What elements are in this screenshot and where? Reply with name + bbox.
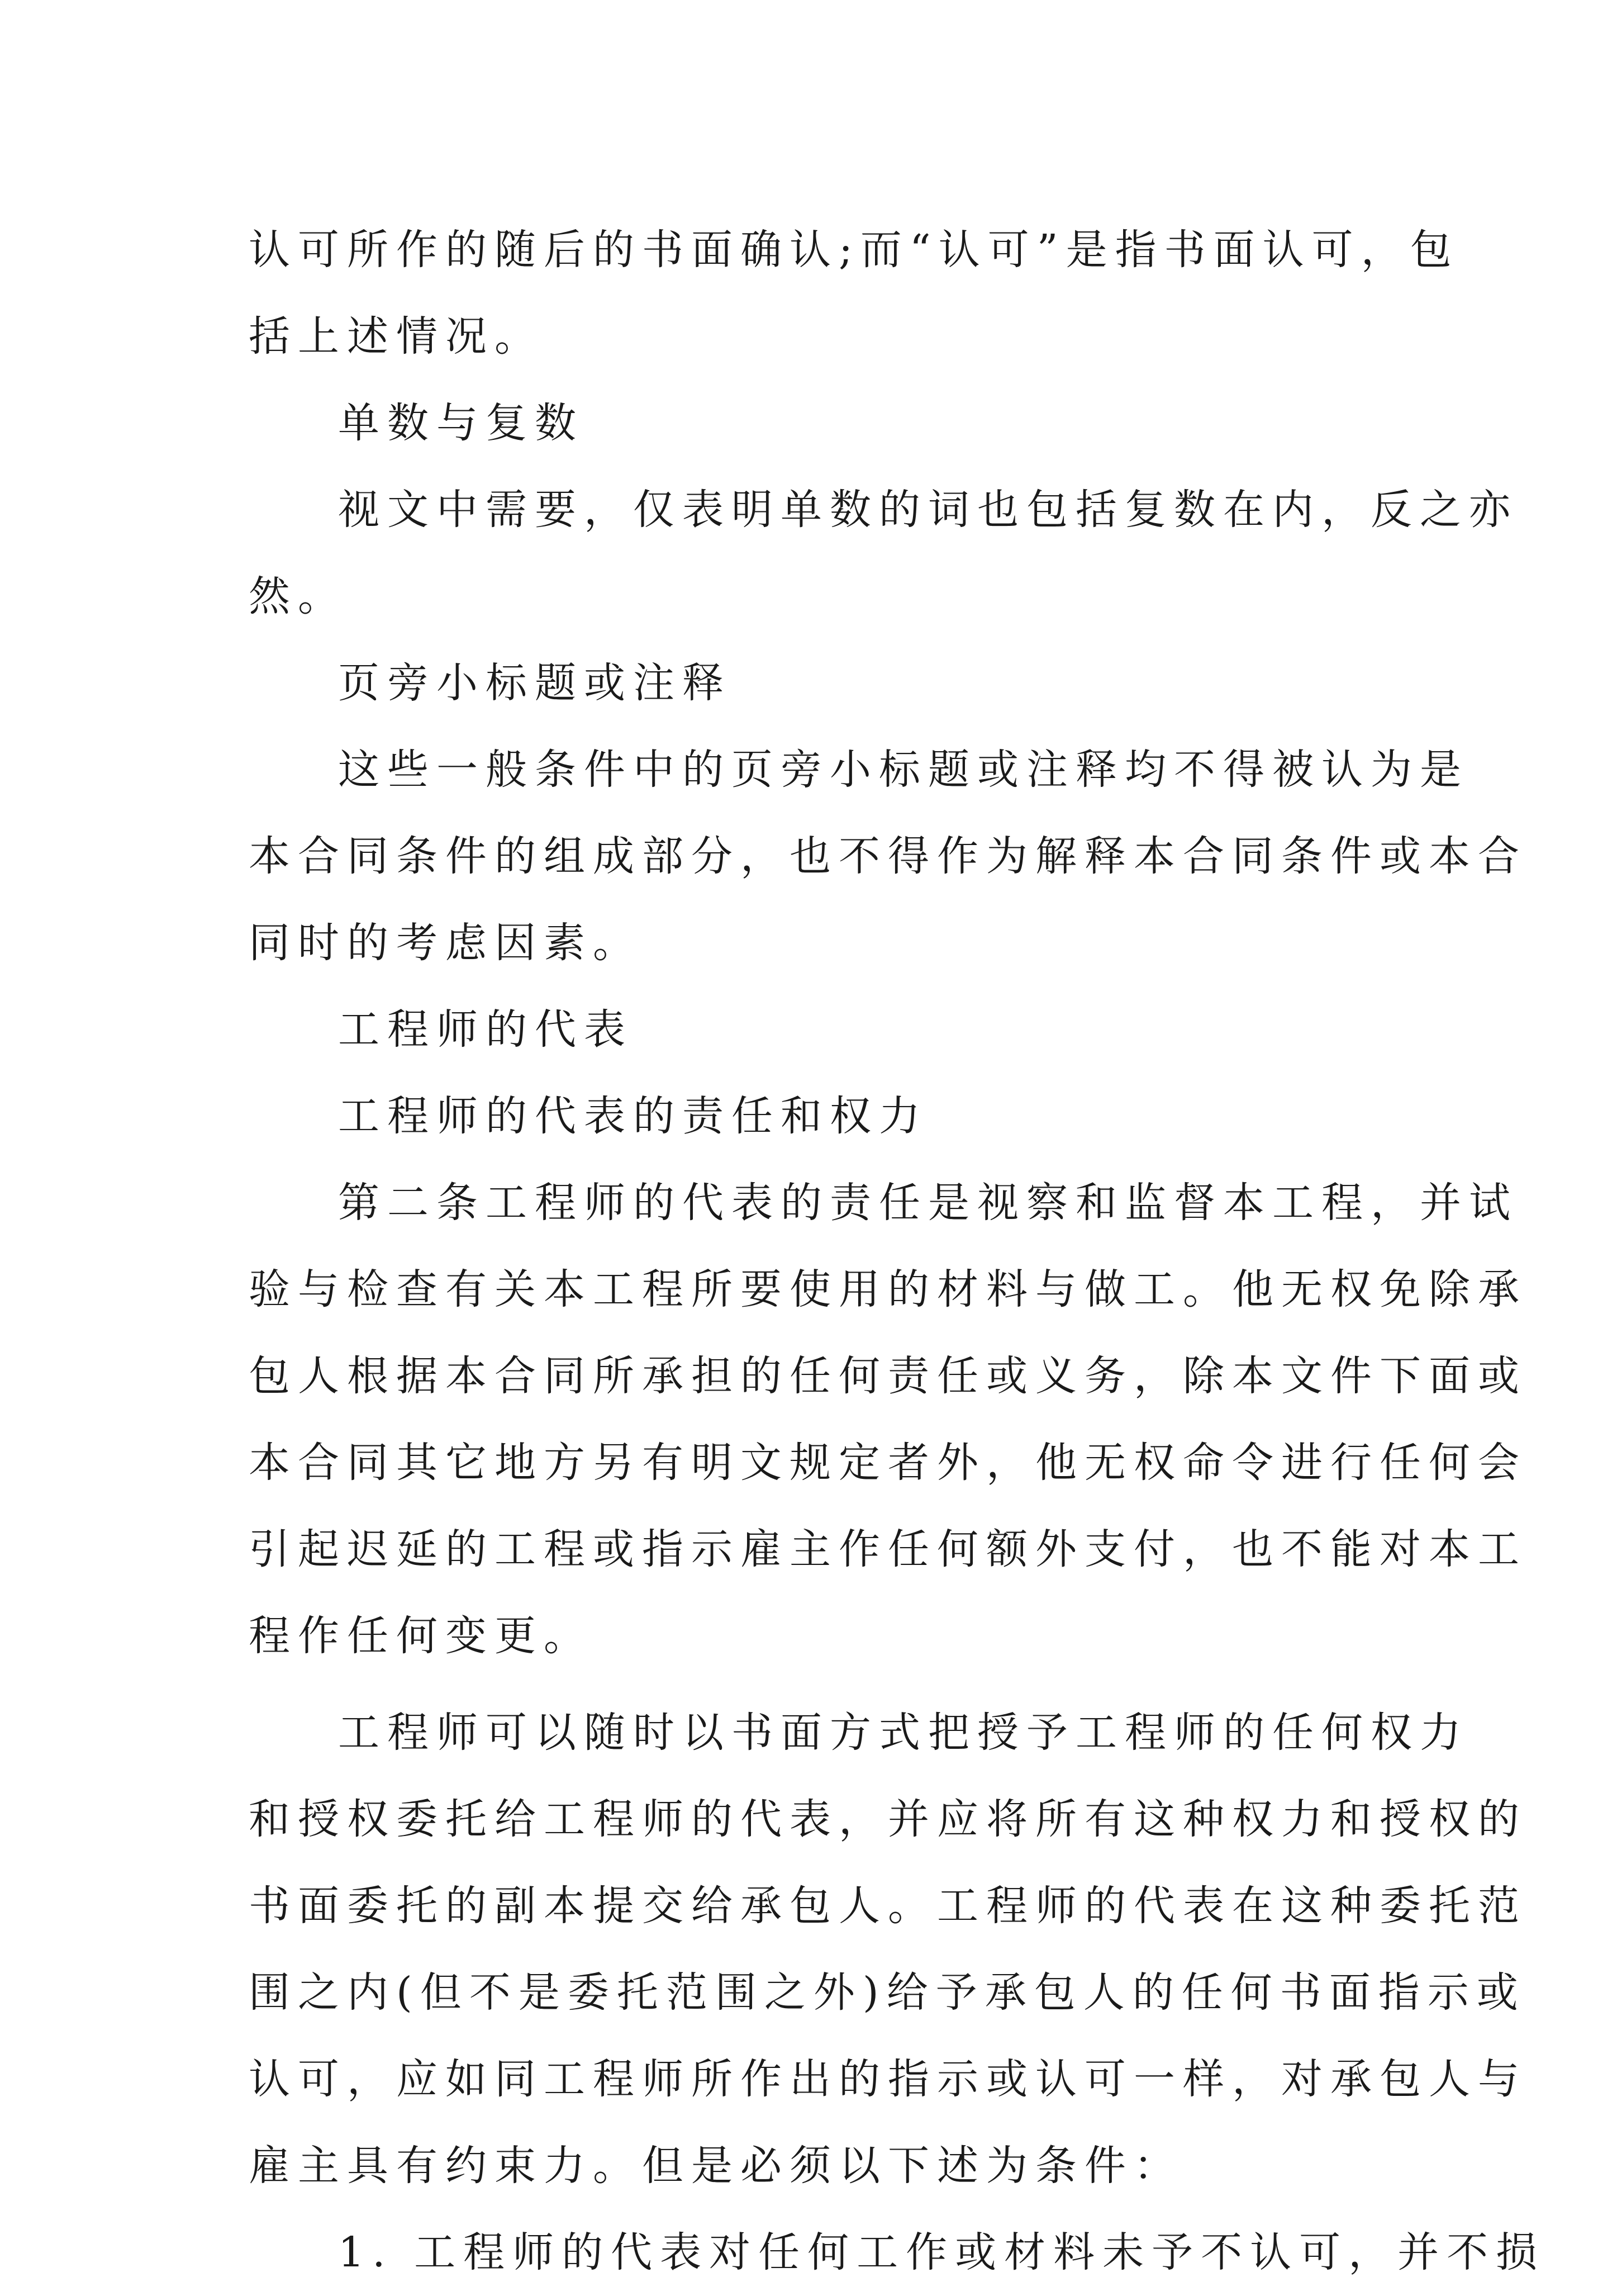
section-heading: 工程师的代表的责任和权力 — [338, 1092, 928, 1140]
section-heading: 工程师的代表 — [338, 1005, 633, 1054]
text-line: 这些一般条件中的页旁小标题或注释均不得被认为是 — [338, 746, 1469, 794]
text-line: 同时的考虑因素。 — [249, 919, 642, 967]
text-line: 围之内(但不是委托范围之外)给予承包人的任何书面指示或 — [249, 1968, 1526, 2017]
text-line: 认可所作的随后的书面确认;而“认可”是指书面认可，包 — [249, 226, 1459, 274]
text-line: 雇主具有约束力。但是必须以下述为条件： — [249, 2142, 1183, 2190]
text-line: 视文中需要，仅表明单数的词也包括复数在内，反之亦 — [338, 486, 1518, 534]
text-line: 验与检查有关本工程所要使用的材料与做工。他无权免除承 — [249, 1265, 1527, 1313]
text-line: 认可，应如同工程师所作出的指示或认可一样，对承包人与 — [249, 2055, 1527, 2103]
text-line: 括上述情况。 — [249, 312, 544, 360]
list-item: 1. 工程师的代表对任何工作或材料未予不认可，并不损 — [338, 2228, 1545, 2276]
section-heading: 单数与复数 — [338, 399, 584, 447]
text-line: 书面委托的副本提交给承包人。工程师的代表在这种委托范 — [249, 1882, 1527, 1930]
text-line: 工程师可以随时以书面方式把授予工程师的任何权力 — [338, 1709, 1469, 1757]
section-heading: 页旁小标题或注释 — [338, 659, 731, 707]
text-line: 引起迟延的工程或指示雇主作任何额外支付，也不能对本工 — [249, 1525, 1527, 1573]
text-line: 然。 — [249, 572, 347, 620]
text-line: 程作任何变更。 — [249, 1612, 593, 1660]
document-body — [249, 207, 1545, 2296]
paragraph-spacer — [249, 1680, 1383, 1690]
text-line: 和授权委托给工程师的代表，并应将所有这种权力和授权的 — [249, 1795, 1527, 1843]
text-line: 包人根据本合同所承担的任何责任或义务，除本文件下面或 — [249, 1352, 1527, 1400]
text-line: 第二条工程师的代表的责任是视察和监督本工程，并试 — [338, 1179, 1518, 1227]
text-line: 本合同其它地方另有明文规定者外，他无权命令进行任何会 — [249, 1439, 1527, 1487]
text-line: 本合同条件的组成部分，也不得作为解释本合同条件或本合 — [249, 832, 1527, 880]
